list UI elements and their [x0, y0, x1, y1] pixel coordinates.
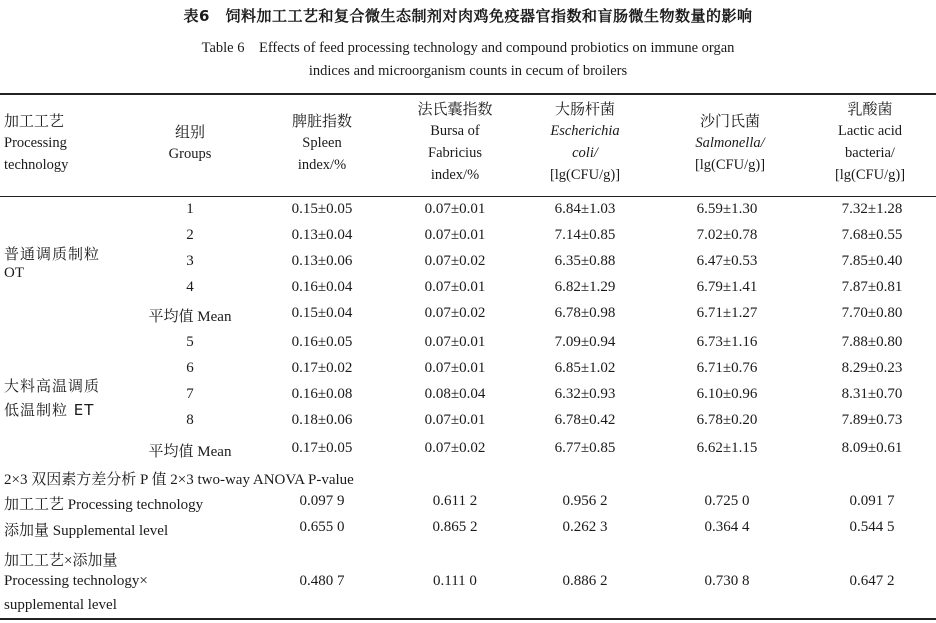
header-bursa-cn: 法氏囊指数: [417, 100, 493, 118]
table-title-cn: 表6 饲料加工工艺和复合微生态制剂对肉鸡免疫器官指数和盲肠微生物数量的影响: [183, 7, 753, 25]
ot-label-en: OT: [4, 265, 24, 281]
anova-row-2-value-5: 0.544 5: [849, 519, 895, 535]
et-row-4-col-4: 6.78±0.42: [554, 412, 616, 428]
ot-row-3-col-3: 0.07±0.02: [424, 253, 486, 269]
header-ecoli-cn: 大肠杆菌: [554, 100, 615, 118]
et-row-4-col-3: 0.07±0.01: [424, 412, 486, 428]
et-row-5-col-2: 0.17±0.05: [291, 440, 353, 456]
interaction-value-3: 0.886 2: [562, 573, 608, 589]
et-row-5-col-5: 6.62±1.15: [696, 440, 758, 456]
top-rule: [0, 93, 936, 95]
et-row-4-col-5: 6.78±0.20: [696, 412, 758, 428]
ot-row-1-col-3: 0.07±0.01: [424, 201, 486, 217]
ot-row-3-col-4: 6.35±0.88: [554, 253, 616, 269]
ot-label-cn: 普通调质制粒: [4, 245, 101, 263]
header-ecoli-en1: Escherichia: [550, 123, 620, 139]
interaction-value-5: 0.647 2: [849, 573, 895, 589]
table-title-en-line2: indices and microorganism counts in cecum of broilers: [308, 63, 628, 79]
anova-row-2-value-2: 0.865 2: [432, 519, 478, 535]
ot-row-4-col-2: 0.16±0.04: [291, 279, 353, 295]
anova-row-label-2: 添加量 Supplemental level: [4, 523, 169, 539]
header-ecoli-en3: [lg(CFU/g)]: [549, 167, 621, 183]
interaction-value-1: 0.480 7: [299, 573, 345, 589]
header-spleen-en1: Spleen: [302, 135, 342, 151]
et-row-1-col-5: 6.73±1.16: [696, 334, 758, 350]
header-bursa: [395, 98, 515, 186]
header-salmonella: [665, 110, 795, 176]
ot-row-2-col-2: 0.13±0.04: [291, 227, 353, 243]
ot-row-5-col-2: 0.15±0.04: [291, 305, 353, 321]
et-row-1-col-1: 5: [186, 334, 194, 350]
ot-row-4-col-6: 7.87±0.81: [841, 279, 903, 295]
et-row-1-col-3: 0.07±0.01: [424, 334, 486, 350]
et-row-1-col-4: 7.09±0.94: [554, 334, 616, 350]
header-bursa-en3: index/%: [430, 167, 480, 183]
header-processing-en2: technology: [4, 157, 69, 173]
ot-row-2-col-6: 7.68±0.55: [841, 227, 903, 243]
anova-row-2-value-4: 0.364 4: [704, 519, 750, 535]
anova-row-1-value-1: 0.097 9: [299, 493, 345, 509]
header-salmonella-en1: Salmonella/: [695, 135, 765, 151]
ot-row-5-col-5: 6.71±1.27: [696, 305, 758, 321]
ot-row-5-col-4: 6.78±0.98: [554, 305, 616, 321]
anova-label: 2×3 双因素方差分析 P 值 2×3 two-way ANOVA P-value: [4, 472, 354, 488]
ot-row-5-col-3: 0.07±0.02: [424, 305, 486, 321]
et-row-5-col-1: 平均值 Mean: [148, 444, 232, 460]
et-row-2-col-1: 6: [186, 360, 194, 376]
ot-row-5-col-1: 平均值 Mean: [148, 309, 232, 325]
header-salmonella-cn: 沙门氏菌: [699, 112, 760, 130]
et-row-4-col-6: 7.89±0.73: [841, 412, 903, 428]
et-row-2-col-4: 6.85±1.02: [554, 360, 616, 376]
ot-row-2-col-5: 7.02±0.78: [696, 227, 758, 243]
interaction-value-4: 0.730 8: [704, 573, 750, 589]
header-ecoli: [520, 98, 650, 186]
ot-row-4-col-1: 4: [186, 279, 194, 295]
et-row-3-col-1: 7: [186, 386, 194, 402]
anova-row-1-value-4: 0.725 0: [704, 493, 750, 509]
header-bursa-en2: Fabricius: [428, 145, 482, 161]
et-row-4-col-1: 8: [186, 412, 194, 428]
header-groups-cn: 组别: [174, 123, 205, 141]
et-row-2-col-3: 0.07±0.01: [424, 360, 486, 376]
et-label-line1: 大料高温调质: [4, 377, 101, 395]
ot-row-2-col-3: 0.07±0.01: [424, 227, 486, 243]
et-label-line2: 低温制粒 ET: [4, 401, 95, 419]
ot-row-2-col-1: 2: [186, 227, 194, 243]
header-lactic-en3: [lg(CFU/g)]: [834, 167, 906, 183]
interaction-label-2: Processing technology×: [4, 573, 148, 589]
ot-row-4-col-4: 6.82±1.29: [554, 279, 616, 295]
et-row-3-col-5: 6.10±0.96: [696, 386, 758, 402]
header-lactic-en2: bacteria/: [845, 145, 895, 161]
et-row-5-col-3: 0.07±0.02: [424, 440, 486, 456]
et-row-1-col-2: 0.16±0.05: [291, 334, 353, 350]
header-spleen-cn: 脾脏指数: [291, 112, 352, 130]
ot-row-2-col-4: 7.14±0.85: [554, 227, 616, 243]
et-row-2-col-5: 6.71±0.76: [696, 360, 758, 376]
interaction-label-3: supplemental level: [4, 597, 117, 613]
ot-row-3-col-6: 7.85±0.40: [841, 253, 903, 269]
header-lactic-cn: 乳酸菌: [847, 100, 893, 118]
anova-row-2-value-3: 0.262 3: [562, 519, 608, 535]
et-row-3-col-3: 0.08±0.04: [424, 386, 486, 402]
ot-row-1-col-2: 0.15±0.05: [291, 201, 353, 217]
header-processing-en1: Processing: [4, 135, 67, 151]
et-row-2-col-6: 8.29±0.23: [841, 360, 903, 376]
ot-row-1-col-5: 6.59±1.30: [696, 201, 758, 217]
table-title-en-line1: Table 6 Effects of feed processing technology and compound probiotics on immune organ: [201, 40, 735, 56]
anova-row-1-value-3: 0.956 2: [562, 493, 608, 509]
et-row-5-col-4: 6.77±0.85: [554, 440, 616, 456]
header-salmonella-en2: [lg(CFU/g)]: [694, 157, 766, 173]
ot-row-4-col-3: 0.07±0.01: [424, 279, 486, 295]
et-row-5-col-6: 8.09±0.61: [841, 440, 903, 456]
header-groups: [150, 121, 230, 165]
header-groups-en: Groups: [168, 146, 212, 162]
anova-row-1-value-2: 0.611 2: [432, 493, 478, 509]
interaction-value-2: 0.111 0: [433, 573, 477, 589]
et-row-3-col-4: 6.32±0.93: [554, 386, 616, 402]
ot-row-5-col-6: 7.70±0.80: [841, 305, 903, 321]
anova-row-label-1: 加工工艺 Processing technology: [4, 497, 204, 513]
header-ecoli-en2: coli/: [572, 145, 598, 161]
header-processing-cn: 加工工艺: [4, 112, 65, 130]
header-lactic: [805, 98, 935, 186]
header-rule: [0, 196, 936, 197]
anova-row-2-value-1: 0.655 0: [299, 519, 345, 535]
header-spleen: [262, 110, 382, 176]
ot-row-1-col-1: 1: [186, 201, 194, 217]
interaction-label-1: 加工工艺×添加量: [4, 553, 118, 569]
header-bursa-en1: Bursa of: [430, 123, 480, 139]
anova-row-1-value-5: 0.091 7: [849, 493, 895, 509]
ot-row-4-col-5: 6.79±1.41: [696, 279, 758, 295]
ot-row-3-col-5: 6.47±0.53: [696, 253, 758, 269]
et-row-1-col-6: 7.88±0.80: [841, 334, 903, 350]
header-spleen-en2: index/%: [297, 157, 347, 173]
et-row-3-col-2: 0.16±0.08: [291, 386, 353, 402]
ot-row-1-col-4: 6.84±1.03: [554, 201, 616, 217]
ot-row-3-col-2: 0.13±0.06: [291, 253, 353, 269]
ot-row-1-col-6: 7.32±1.28: [841, 201, 903, 217]
ot-row-3-col-1: 3: [186, 253, 194, 269]
et-row-4-col-2: 0.18±0.06: [291, 412, 353, 428]
bottom-rule: [0, 618, 936, 620]
header-processing: [4, 110, 68, 176]
header-lactic-en1: Lactic acid: [838, 123, 902, 139]
et-row-3-col-6: 8.31±0.70: [841, 386, 903, 402]
et-row-2-col-2: 0.17±0.02: [291, 360, 353, 376]
